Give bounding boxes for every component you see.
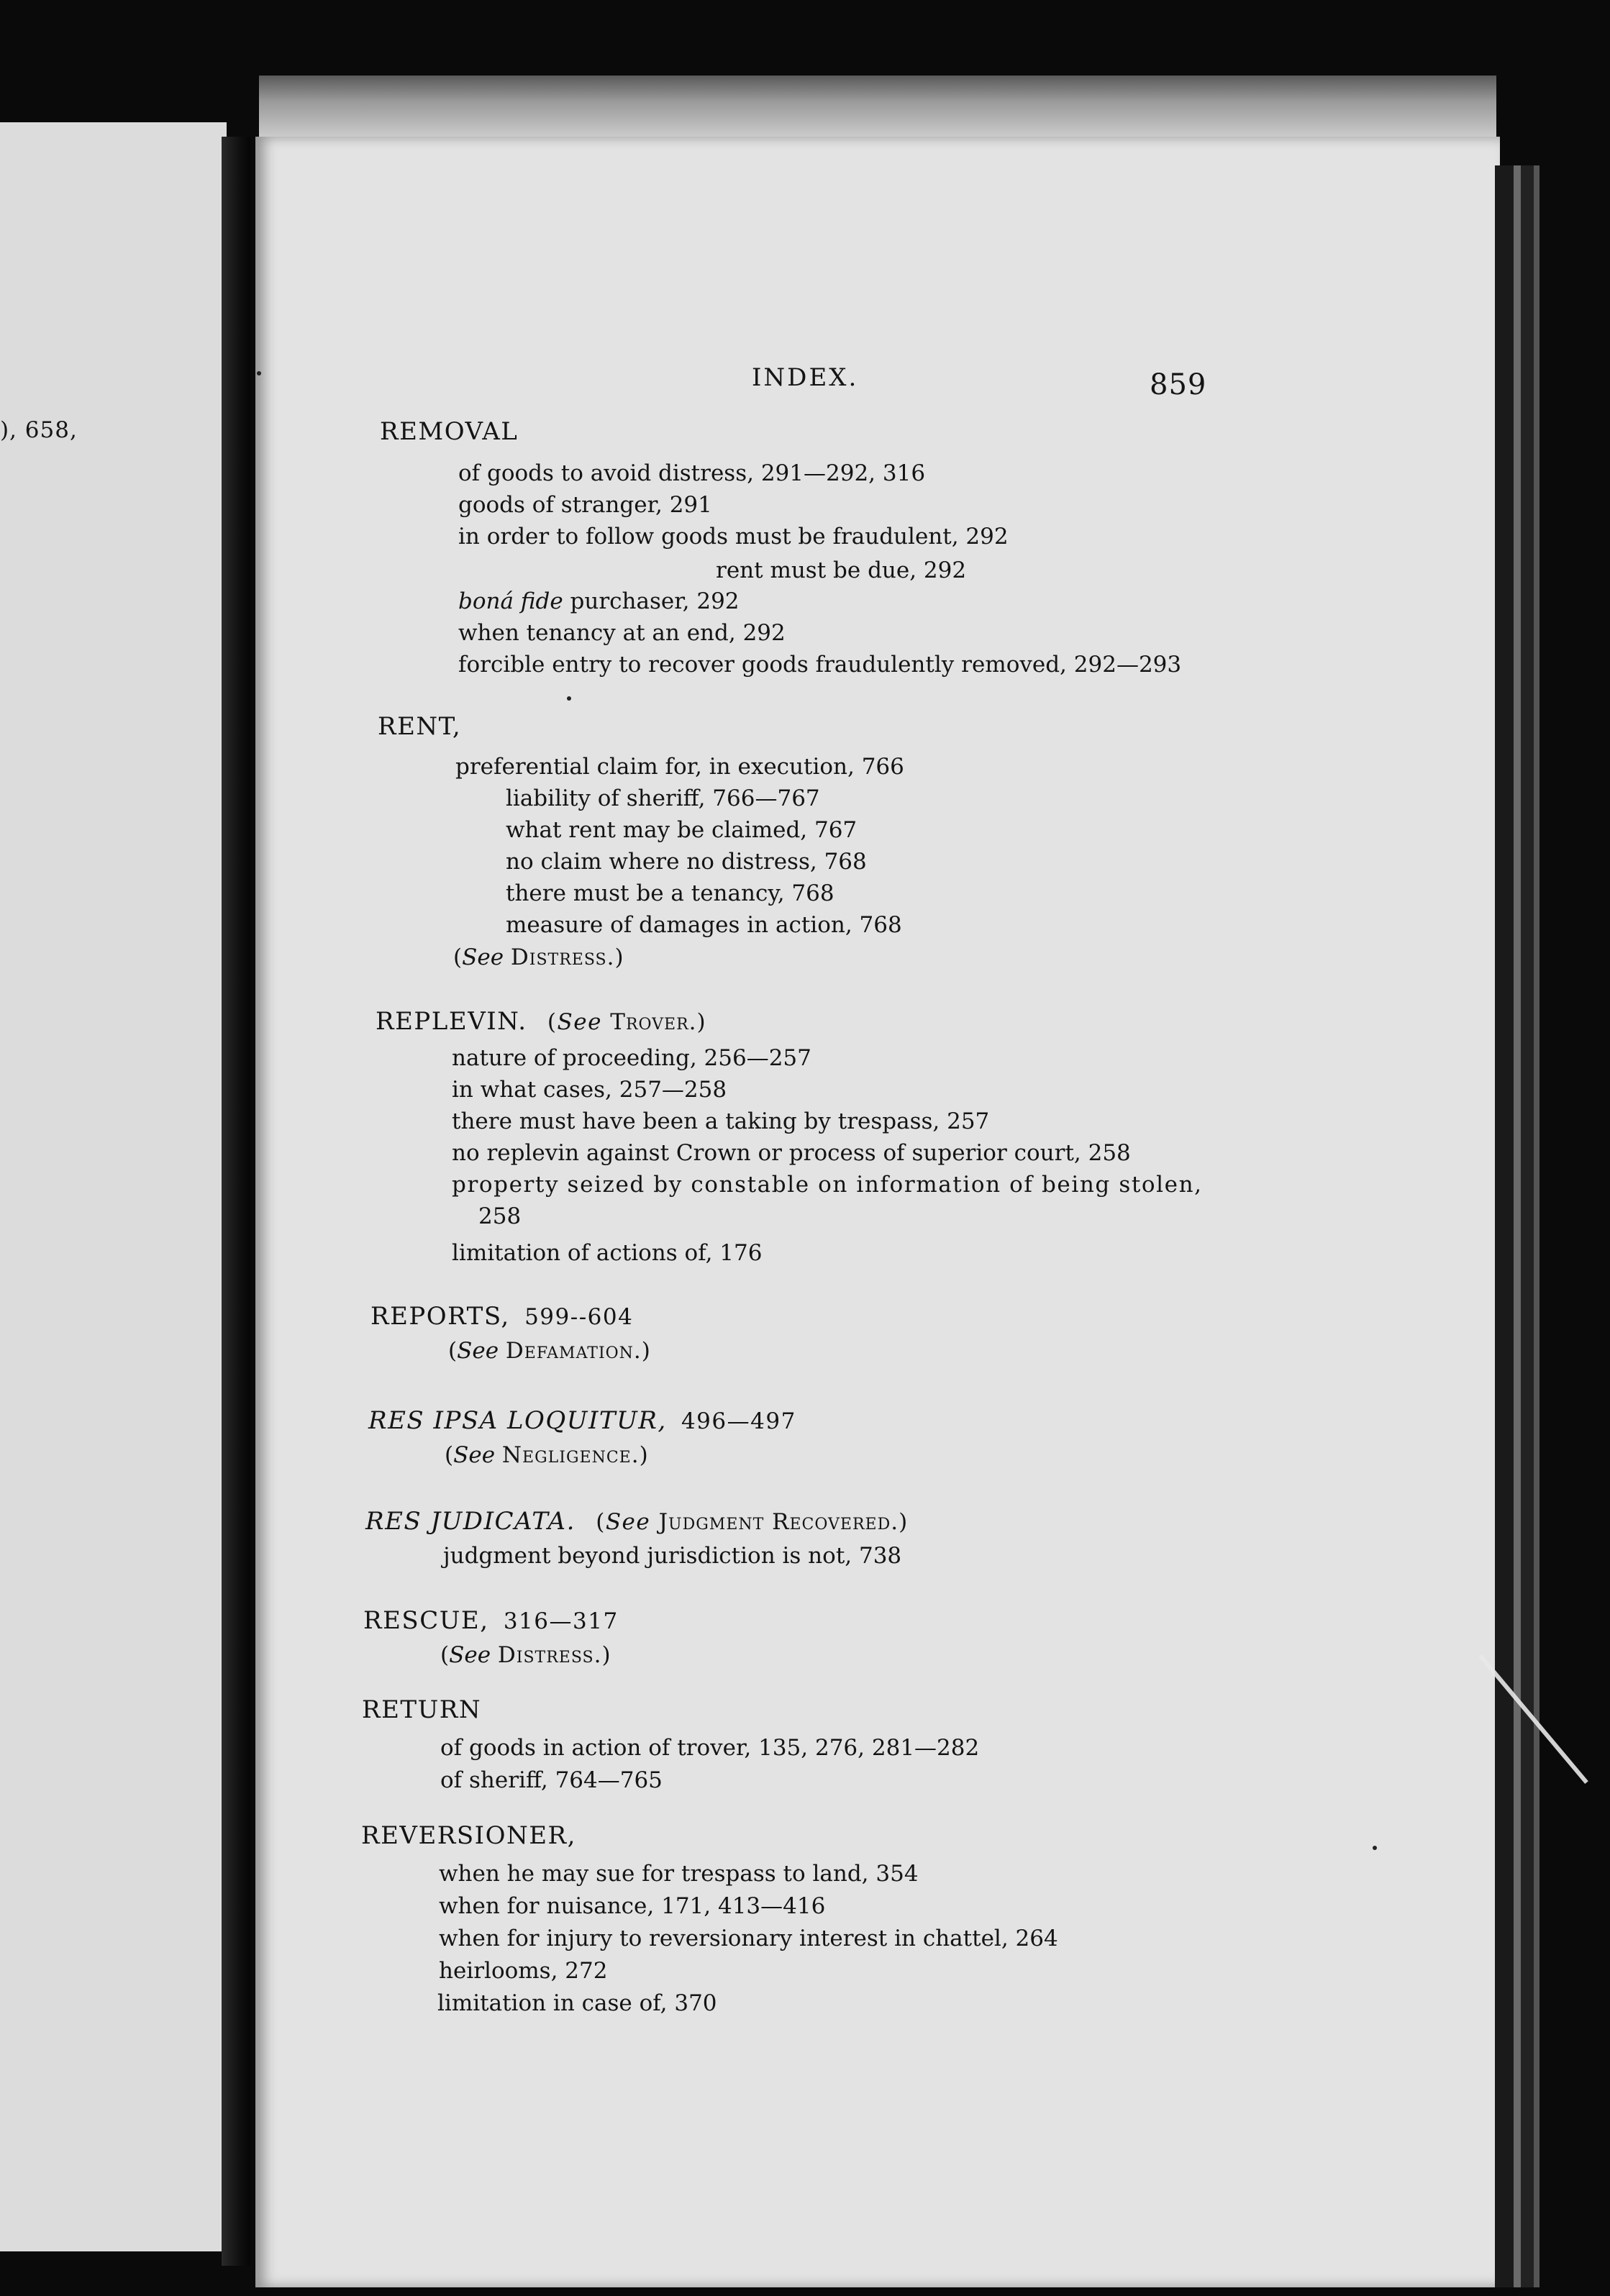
subentry: nature of proceeding, 256—257 (452, 1045, 811, 1071)
subentry: rent must be due, 292 (716, 557, 967, 583)
cross-reference: (See Distress.) (440, 1642, 611, 1668)
entry-heading-reports: REPORTS, 599--604 (370, 1302, 634, 1331)
subentry: limitation in case of, 370 (437, 1990, 717, 2016)
subentry: when for nuisance, 171, 413—416 (439, 1893, 826, 1919)
subentry: there must be a tenancy, 768 (506, 880, 834, 906)
subentry: heirlooms, 272 (439, 1958, 608, 1984)
entry-heading-removal: REMOVAL (380, 417, 519, 446)
cross-reference: (See Negligence.) (445, 1442, 648, 1468)
ink-speck (567, 696, 571, 701)
subentry: boná fide purchaser, 292 (458, 588, 740, 614)
subentry: of goods to avoid distress, 291—292, 316 (458, 460, 926, 486)
subentry: goods of stranger, 291 (458, 492, 712, 518)
subentry-continuation: 258 (478, 1203, 522, 1229)
subentry: of goods in action of trover, 135, 276, 281—282 (440, 1735, 980, 1761)
entry-heading-return: RETURN (362, 1695, 482, 1724)
subentry: forcible entry to recover goods fraudulently removed, 292—293 (458, 652, 1182, 678)
subentry: limitation of actions of, 176 (452, 1240, 763, 1266)
cross-reference: (See Trover.) (547, 1009, 707, 1035)
cross-reference: (See Judgment Recovered.) (596, 1509, 909, 1535)
cross-reference: (See Defamation.) (448, 1338, 650, 1364)
subentry: no replevin against Crown or process of superior court, 258 (452, 1140, 1131, 1166)
subentry: what rent may be claimed, 767 (506, 817, 858, 843)
page-edge (1495, 165, 1514, 2287)
subentry: measure of damages in action, 768 (506, 912, 902, 938)
subentry: when tenancy at an end, 292 (458, 620, 786, 646)
subentry: preferential claim for, in execution, 766 (455, 754, 904, 780)
subentry: property seized by constable on information of being stolen, (452, 1172, 1203, 1198)
left-page-fragment: ), 658, (0, 417, 78, 443)
entry-heading-reversioner: REVERSIONER, (361, 1821, 576, 1850)
subentry: there must have been a taking by trespass, 257 (452, 1108, 990, 1134)
entry-heading-rent: RENT, (378, 712, 462, 741)
subentry: of sheriff, 764—765 (440, 1767, 663, 1793)
subentry: liability of sheriff, 766—767 (506, 785, 820, 811)
page-top-edge (259, 76, 1496, 140)
ink-speck (1373, 1846, 1377, 1850)
entry-heading-res-ipsa-loquitur: RES IPSA LOQUITUR, 496—497 (368, 1406, 796, 1435)
subentry: in what cases, 257—258 (452, 1077, 727, 1103)
subentry: in order to follow goods must be fraudulent, 292 (458, 524, 1009, 550)
entry-heading-res-judicata: RES JUDICATA. (See Judgment Recovered.) (365, 1507, 909, 1536)
cross-reference: (See Distress.) (453, 944, 624, 970)
page-edge (1534, 165, 1539, 2287)
subentry: judgment beyond jurisdiction is not, 738 (443, 1543, 902, 1569)
subentry: when he may sue for trespass to land, 354 (439, 1861, 919, 1887)
entry-heading-rescue: RESCUE, 316—317 (363, 1606, 619, 1635)
page-number: 859 (1150, 368, 1207, 401)
subentry: when for injury to reversionary interest in chattel, 264 (439, 1926, 1058, 1951)
book-gutter (222, 137, 250, 2266)
entry-heading-replevin: REPLEVIN. (See Trover.) (376, 1007, 707, 1036)
running-header: INDEX. (752, 363, 859, 392)
page-edge (1521, 165, 1534, 2287)
ink-speck (257, 371, 261, 375)
subentry: no claim where no distress, 768 (506, 849, 867, 875)
latin-phrase: boná fide (458, 588, 563, 614)
page-edge (1514, 165, 1521, 2287)
